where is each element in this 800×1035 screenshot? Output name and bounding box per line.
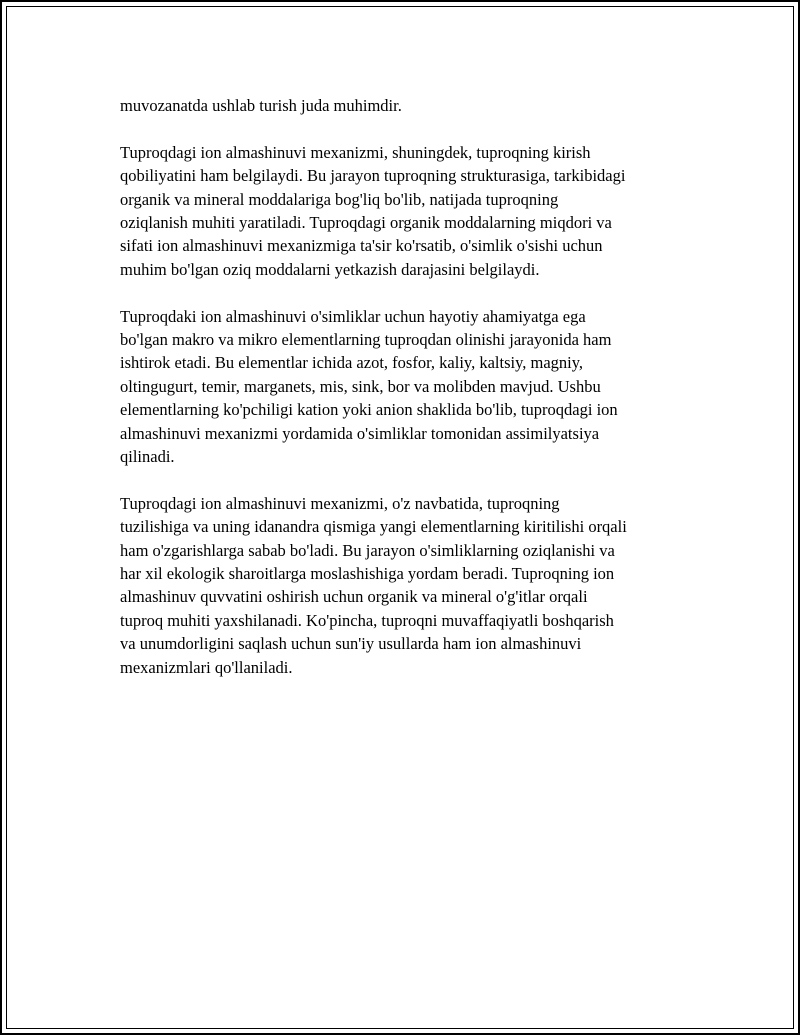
paragraph-line: elementlarning ko'pchiligi kation yoki anion shaklida bo'lib, tuproqdagi ion [120, 400, 618, 420]
paragraph-2 [120, 141, 690, 281]
paragraph-line: har xil ekologik sharoitlarga moslashishiga yordam beradi. Tuproqning ion [120, 564, 615, 584]
paragraph-line: almashinuvi mexanizmi yordamida o'simliklar tomonidan assimilyatsiya [120, 423, 600, 443]
paragraph-line: tuproq muhiti yaxshilanadi. Ko'pincha, tuproqni muvaffaqiyatli boshqarish [120, 610, 614, 630]
paragraph-4 [120, 492, 690, 679]
paragraph-line: mexanizmlari qo'llaniladi. [120, 657, 293, 677]
paragraph-line: va unumdorligini saqlash uchun sun'iy usullarda ham ion almashinuvi [120, 634, 582, 654]
paragraph-line: oziqlanish muhiti yaratiladi. Tuproqdagi organik moddalarning miqdori va [120, 213, 612, 233]
paragraph-line: almashinuv quvvatini oshirish uchun organik va mineral o'g'itlar orqali [120, 587, 588, 607]
paragraph-line: Tuproqdagi ion almashinuvi mexanizmi, shuningdek, tuproqning kirish [120, 142, 591, 162]
paragraph-line: oltingugurt, temir, marganets, mis, sink, bor va molibden mavjud. Ushbu [120, 376, 601, 396]
paragraph-line: tuzilishiga va uning idanandra qismiga yangi elementlarning kiritilishi orqali [120, 517, 627, 537]
paragraph-line: qobiliyatini ham belgilaydi. Bu jarayon tuproqning strukturasiga, tarkibidagi [120, 166, 626, 186]
paragraph-line: Tuproqdaki ion almashinuvi o'simliklar uchun hayotiy ahamiyatga ega [120, 306, 586, 326]
paragraph-line: bo'lgan makro va mikro elementlarning tuproqdan olinishi jarayonida ham [120, 330, 612, 350]
paragraph-3 [120, 305, 690, 469]
paragraph-line: muvozanatda ushlab turish juda muhimdir. [120, 96, 402, 115]
paragraph-line: ham o'zgarishlarga sabab bo'ladi. Bu jarayon o'simliklarning oziqlanishi va [120, 540, 615, 560]
paragraph-line: ishtirok etadi. Bu elementlar ichida azot, fosfor, kaliy, kaltsiy, magniy, [120, 353, 584, 373]
paragraph-line: sifati ion almashinuvi mexanizmiga ta'sir ko'rsatib, o'simlik o'sishi uchun [120, 236, 603, 256]
paragraph-line: organik va mineral moddalariga bog'liq bo'lib, natijada tuproqning [120, 189, 559, 209]
paragraph-line: muhim bo'lgan oziq moddalarni yetkazish darajasini belgilaydi. [120, 259, 540, 279]
document-body [120, 94, 690, 703]
paragraph-1 [120, 94, 690, 117]
paragraph-line: qilinadi. [120, 447, 175, 467]
paragraph-line: Tuproqdagi ion almashinuvi mexanizmi, o'z navbatida, tuproqning [120, 493, 560, 513]
